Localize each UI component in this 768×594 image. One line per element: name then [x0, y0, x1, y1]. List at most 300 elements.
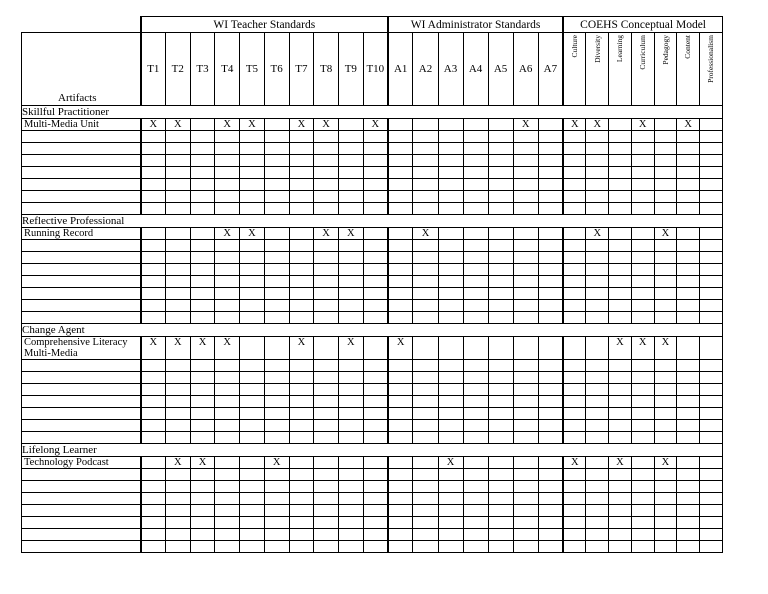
empty-cell — [631, 360, 654, 372]
empty-cell — [264, 288, 289, 300]
empty-cell — [513, 372, 538, 384]
empty-cell — [488, 481, 513, 493]
empty-cell — [289, 372, 314, 384]
mark-cell — [586, 457, 609, 469]
empty-cell — [289, 131, 314, 143]
empty-cell — [165, 517, 190, 529]
empty-cell — [314, 191, 339, 203]
mark-cell — [631, 457, 654, 469]
empty-cell — [363, 481, 388, 493]
empty-cell — [586, 179, 609, 191]
empty-cell — [190, 240, 215, 252]
empty-cell — [388, 300, 413, 312]
empty-cell — [240, 276, 265, 288]
matrix-body — [22, 106, 723, 553]
empty-cell — [654, 408, 677, 420]
empty-cell — [388, 372, 413, 384]
mark-cell: X — [190, 457, 215, 469]
empty-cell — [413, 252, 438, 264]
empty-cell — [338, 469, 363, 481]
empty-label-cell — [22, 276, 141, 288]
empty-cell — [513, 276, 538, 288]
empty-cell — [488, 240, 513, 252]
empty-cell — [363, 360, 388, 372]
empty-cell — [289, 203, 314, 215]
empty-cell — [654, 264, 677, 276]
empty-cell — [488, 155, 513, 167]
empty-cell — [388, 191, 413, 203]
empty-cell — [609, 420, 632, 432]
teacher-code-header: T1 — [141, 33, 166, 106]
empty-cell — [338, 191, 363, 203]
empty-row — [22, 384, 723, 396]
empty-cell — [654, 288, 677, 300]
empty-cell — [141, 203, 166, 215]
empty-cell — [654, 469, 677, 481]
empty-cell — [141, 529, 166, 541]
empty-cell — [289, 240, 314, 252]
empty-cell — [215, 167, 240, 179]
empty-cell — [215, 191, 240, 203]
empty-cell — [538, 420, 563, 432]
empty-cell — [538, 203, 563, 215]
mark-cell — [488, 337, 513, 360]
empty-cell — [609, 372, 632, 384]
empty-cell — [463, 396, 488, 408]
empty-cell — [165, 505, 190, 517]
mark-cell — [513, 457, 538, 469]
empty-cell — [363, 203, 388, 215]
empty-cell — [677, 276, 700, 288]
empty-cell — [388, 252, 413, 264]
empty-cell — [438, 384, 463, 396]
empty-cell — [363, 155, 388, 167]
empty-cell — [413, 396, 438, 408]
empty-cell — [699, 360, 722, 372]
mark-cell: X — [215, 228, 240, 240]
empty-cell — [538, 155, 563, 167]
empty-cell — [654, 372, 677, 384]
mark-cell: X — [165, 337, 190, 360]
empty-cell — [563, 481, 586, 493]
empty-cell — [363, 252, 388, 264]
empty-cell — [363, 300, 388, 312]
empty-cell — [513, 384, 538, 396]
empty-cell — [488, 300, 513, 312]
empty-cell — [563, 493, 586, 505]
empty-cell — [463, 300, 488, 312]
empty-cell — [240, 517, 265, 529]
admin-code-header: A2 — [413, 33, 438, 106]
empty-label-cell — [22, 408, 141, 420]
empty-cell — [438, 408, 463, 420]
empty-cell — [388, 360, 413, 372]
empty-cell — [699, 432, 722, 444]
mark-cell: X — [413, 228, 438, 240]
empty-cell — [609, 408, 632, 420]
mark-cell — [488, 228, 513, 240]
empty-row — [22, 360, 723, 372]
empty-cell — [609, 312, 632, 324]
empty-cell — [240, 179, 265, 191]
empty-cell — [388, 203, 413, 215]
empty-label-cell — [22, 529, 141, 541]
model-code-label: Culture — [570, 35, 580, 58]
empty-cell — [388, 276, 413, 288]
artifact-row — [22, 228, 723, 240]
empty-cell — [438, 191, 463, 203]
empty-cell — [413, 300, 438, 312]
mark-cell: X — [141, 119, 166, 131]
empty-cell — [538, 264, 563, 276]
empty-cell — [513, 167, 538, 179]
empty-cell — [141, 372, 166, 384]
empty-cell — [190, 203, 215, 215]
empty-cell — [264, 481, 289, 493]
empty-cell — [699, 517, 722, 529]
empty-cell — [631, 312, 654, 324]
empty-cell — [438, 469, 463, 481]
empty-cell — [563, 469, 586, 481]
empty-cell — [289, 420, 314, 432]
empty-cell — [654, 384, 677, 396]
empty-cell — [215, 179, 240, 191]
mark-cell — [438, 119, 463, 131]
empty-cell — [413, 529, 438, 541]
empty-cell — [141, 384, 166, 396]
empty-cell — [264, 191, 289, 203]
empty-cell — [609, 155, 632, 167]
empty-cell — [240, 420, 265, 432]
empty-cell — [289, 396, 314, 408]
empty-cell — [438, 288, 463, 300]
empty-cell — [563, 252, 586, 264]
empty-cell — [463, 420, 488, 432]
empty-cell — [538, 432, 563, 444]
mark-cell — [609, 228, 632, 240]
mark-cell — [413, 119, 438, 131]
empty-cell — [338, 420, 363, 432]
empty-cell — [190, 131, 215, 143]
empty-cell — [631, 288, 654, 300]
empty-cell — [699, 179, 722, 191]
empty-cell — [463, 264, 488, 276]
empty-cell — [563, 432, 586, 444]
empty-cell — [438, 203, 463, 215]
empty-cell — [363, 432, 388, 444]
empty-cell — [699, 288, 722, 300]
mark-cell — [338, 119, 363, 131]
empty-cell — [314, 481, 339, 493]
empty-label-cell — [22, 360, 141, 372]
empty-cell — [488, 505, 513, 517]
empty-row — [22, 493, 723, 505]
empty-cell — [413, 179, 438, 191]
mark-cell — [699, 337, 722, 360]
empty-cell — [513, 529, 538, 541]
empty-cell — [513, 517, 538, 529]
mark-cell: X — [314, 119, 339, 131]
empty-cell — [488, 288, 513, 300]
mark-cell — [190, 119, 215, 131]
empty-cell — [586, 155, 609, 167]
empty-cell — [513, 432, 538, 444]
section-header-row — [22, 106, 723, 119]
empty-label-cell — [22, 481, 141, 493]
empty-cell — [609, 493, 632, 505]
empty-cell — [388, 408, 413, 420]
empty-cell — [631, 432, 654, 444]
empty-cell — [677, 493, 700, 505]
empty-cell — [699, 264, 722, 276]
mark-cell: X — [141, 337, 166, 360]
empty-cell — [513, 541, 538, 553]
mark-cell: X — [338, 337, 363, 360]
empty-cell — [563, 529, 586, 541]
empty-cell — [141, 240, 166, 252]
empty-cell — [141, 469, 166, 481]
mark-cell: X — [215, 337, 240, 360]
model-code-header — [677, 33, 700, 106]
empty-cell — [413, 191, 438, 203]
empty-cell — [240, 541, 265, 553]
empty-row — [22, 469, 723, 481]
empty-cell — [413, 131, 438, 143]
empty-row — [22, 505, 723, 517]
empty-cell — [264, 155, 289, 167]
empty-cell — [314, 408, 339, 420]
empty-cell — [190, 420, 215, 432]
empty-cell — [413, 408, 438, 420]
empty-cell — [631, 276, 654, 288]
mark-cell — [240, 337, 265, 360]
model-code-label: Diversity — [592, 35, 602, 63]
empty-cell — [654, 481, 677, 493]
mark-cell — [413, 337, 438, 360]
mark-cell — [264, 119, 289, 131]
empty-cell — [314, 384, 339, 396]
empty-cell — [240, 469, 265, 481]
empty-cell — [538, 276, 563, 288]
empty-cell — [586, 505, 609, 517]
empty-cell — [314, 469, 339, 481]
empty-cell — [631, 179, 654, 191]
empty-cell — [538, 529, 563, 541]
empty-cell — [654, 179, 677, 191]
empty-cell — [463, 167, 488, 179]
empty-cell — [314, 517, 339, 529]
empty-cell — [538, 143, 563, 155]
empty-cell — [586, 420, 609, 432]
empty-cell — [190, 252, 215, 264]
empty-cell — [338, 517, 363, 529]
mark-cell — [413, 457, 438, 469]
empty-cell — [699, 396, 722, 408]
empty-cell — [654, 167, 677, 179]
empty-cell — [513, 131, 538, 143]
model-code-label: Learning — [615, 35, 625, 63]
mark-cell: X — [677, 119, 700, 131]
empty-label-cell — [22, 396, 141, 408]
empty-cell — [264, 300, 289, 312]
empty-cell — [463, 432, 488, 444]
empty-cell — [463, 384, 488, 396]
empty-cell — [563, 384, 586, 396]
empty-cell — [654, 240, 677, 252]
empty-cell — [609, 360, 632, 372]
empty-row — [22, 517, 723, 529]
empty-cell — [338, 372, 363, 384]
empty-cell — [264, 469, 289, 481]
empty-cell — [190, 264, 215, 276]
empty-cell — [513, 505, 538, 517]
empty-cell — [338, 396, 363, 408]
empty-cell — [677, 240, 700, 252]
empty-cell — [563, 276, 586, 288]
empty-cell — [586, 384, 609, 396]
empty-row — [22, 191, 723, 203]
empty-cell — [363, 191, 388, 203]
empty-cell — [631, 372, 654, 384]
empty-cell — [488, 517, 513, 529]
empty-cell — [513, 493, 538, 505]
empty-cell — [538, 240, 563, 252]
empty-cell — [413, 155, 438, 167]
empty-label-cell — [22, 469, 141, 481]
mark-cell: X — [586, 119, 609, 131]
empty-cell — [215, 420, 240, 432]
mark-cell: X — [438, 457, 463, 469]
empty-row — [22, 276, 723, 288]
mark-cell: X — [388, 337, 413, 360]
empty-cell — [165, 408, 190, 420]
empty-cell — [165, 264, 190, 276]
empty-cell — [141, 408, 166, 420]
empty-cell — [563, 420, 586, 432]
empty-cell — [165, 240, 190, 252]
empty-cell — [463, 131, 488, 143]
section-title: Change Agent — [22, 324, 723, 337]
empty-label-cell — [22, 288, 141, 300]
admin-code-header: A5 — [488, 33, 513, 106]
artifact-label: Comprehensive Literacy Multi-Media — [22, 337, 141, 360]
mark-cell — [488, 119, 513, 131]
empty-cell — [314, 541, 339, 553]
empty-cell — [438, 481, 463, 493]
empty-cell — [609, 529, 632, 541]
teacher-code-header: T2 — [165, 33, 190, 106]
empty-cell — [338, 252, 363, 264]
empty-cell — [240, 384, 265, 396]
empty-cell — [488, 408, 513, 420]
empty-cell — [190, 191, 215, 203]
empty-row — [22, 372, 723, 384]
empty-label-cell — [22, 179, 141, 191]
empty-cell — [699, 143, 722, 155]
teacher-code-header: T5 — [240, 33, 265, 106]
empty-cell — [538, 505, 563, 517]
empty-cell — [388, 264, 413, 276]
empty-cell — [654, 131, 677, 143]
empty-cell — [538, 300, 563, 312]
empty-cell — [338, 312, 363, 324]
empty-cell — [513, 191, 538, 203]
empty-cell — [563, 541, 586, 553]
empty-row — [22, 541, 723, 553]
empty-cell — [631, 191, 654, 203]
empty-cell — [463, 155, 488, 167]
empty-cell — [165, 143, 190, 155]
empty-cell — [609, 240, 632, 252]
empty-row — [22, 179, 723, 191]
empty-cell — [338, 155, 363, 167]
empty-cell — [240, 240, 265, 252]
empty-cell — [363, 469, 388, 481]
empty-cell — [264, 408, 289, 420]
mark-cell: X — [563, 457, 586, 469]
empty-cell — [388, 240, 413, 252]
empty-cell — [586, 517, 609, 529]
empty-cell — [538, 312, 563, 324]
empty-cell — [314, 432, 339, 444]
mark-cell — [388, 119, 413, 131]
empty-cell — [609, 541, 632, 553]
empty-cell — [289, 505, 314, 517]
empty-cell — [215, 264, 240, 276]
empty-cell — [438, 505, 463, 517]
mark-cell: X — [654, 457, 677, 469]
mark-cell: X — [654, 337, 677, 360]
mark-cell: X — [240, 228, 265, 240]
empty-cell — [463, 493, 488, 505]
section-title: Skillful Practitioner — [22, 106, 723, 119]
empty-cell — [677, 312, 700, 324]
empty-row — [22, 432, 723, 444]
empty-cell — [438, 131, 463, 143]
empty-cell — [538, 517, 563, 529]
empty-cell — [141, 264, 166, 276]
empty-cell — [264, 396, 289, 408]
empty-cell — [165, 252, 190, 264]
empty-cell — [699, 420, 722, 432]
empty-cell — [314, 131, 339, 143]
empty-cell — [488, 396, 513, 408]
empty-cell — [538, 179, 563, 191]
empty-cell — [609, 143, 632, 155]
mark-cell — [513, 337, 538, 360]
empty-cell — [609, 264, 632, 276]
mark-cell — [488, 457, 513, 469]
empty-cell — [363, 420, 388, 432]
empty-cell — [264, 541, 289, 553]
empty-cell — [141, 517, 166, 529]
empty-cell — [631, 203, 654, 215]
empty-label-cell — [22, 300, 141, 312]
empty-cell — [338, 481, 363, 493]
empty-row — [22, 529, 723, 541]
empty-cell — [563, 143, 586, 155]
empty-cell — [563, 505, 586, 517]
empty-cell — [215, 360, 240, 372]
empty-cell — [363, 179, 388, 191]
empty-cell — [677, 191, 700, 203]
empty-cell — [631, 155, 654, 167]
empty-cell — [215, 493, 240, 505]
empty-cell — [215, 481, 240, 493]
empty-label-cell — [22, 203, 141, 215]
mark-cell: X — [363, 119, 388, 131]
empty-cell — [165, 312, 190, 324]
